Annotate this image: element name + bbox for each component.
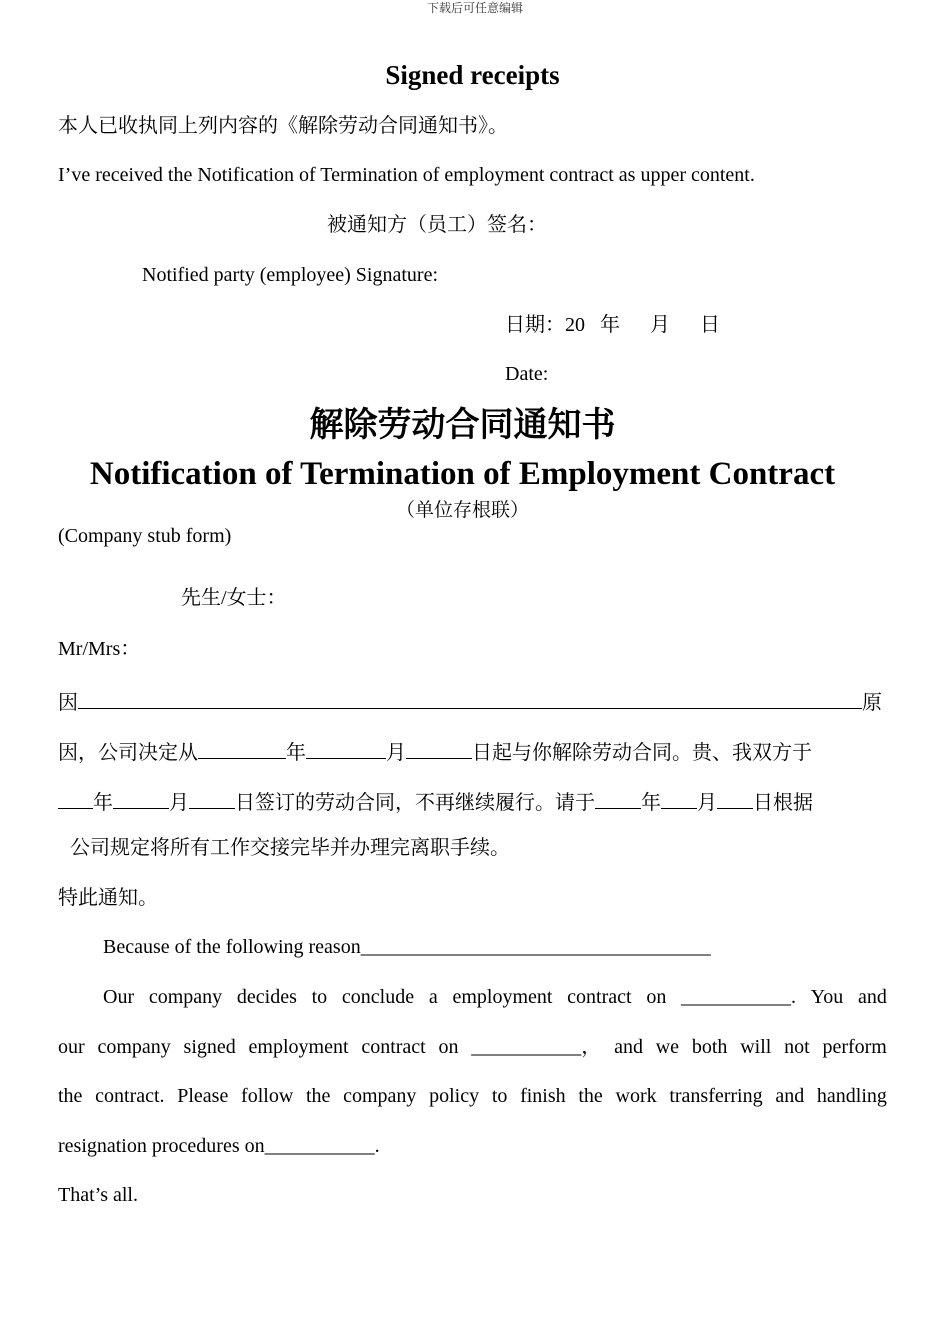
word: conclude — [341, 986, 415, 1008]
word: contract. — [95, 1085, 165, 1107]
cn-text: 年 — [93, 792, 113, 814]
word: to — [311, 986, 328, 1008]
receipt-cn-line: 本人已收执同上列内容的《解除劳动合同通知书》。 — [58, 115, 508, 137]
cn-text: 日根据 — [753, 792, 813, 814]
en-body-line-4: resignation procedures on___________. — [58, 1135, 380, 1157]
notice-subtitle-en: (Company stub form) — [58, 525, 232, 547]
day-blank — [189, 786, 235, 809]
cn-text: 年 — [286, 742, 306, 764]
word: policy — [429, 1085, 480, 1107]
cn-body-line-5: 特此通知。 — [58, 887, 158, 909]
reason-blank — [78, 686, 862, 709]
word: not — [784, 1036, 810, 1058]
signature-cn-label: 被通知方（员工）签名： — [327, 214, 547, 236]
word: the — [578, 1085, 603, 1107]
word: our — [58, 1036, 85, 1058]
cn-text: 月 — [169, 792, 189, 814]
month-blank — [661, 786, 697, 809]
word: follow — [241, 1085, 294, 1107]
header-note: 下载后可任意编辑 — [426, 1, 523, 15]
day-blank — [406, 736, 472, 759]
cn-text: 日起与你解除劳动合同。贵、我双方于 — [472, 742, 812, 764]
en-body-line-2 — [58, 1034, 887, 1060]
word: perform — [822, 1036, 887, 1058]
cn-text: 原 — [862, 692, 882, 714]
salutation-en: Mr/Mrs： — [58, 638, 141, 660]
signature-en-label: Notified party (employee) Signature: — [142, 264, 439, 286]
word: Our — [103, 986, 135, 1008]
word: contract — [361, 1036, 426, 1058]
year-blank — [595, 786, 641, 809]
word: to — [491, 1085, 508, 1107]
word: and — [775, 1085, 805, 1107]
word: employment — [452, 986, 553, 1008]
receipt-en-line: I’ve received the Notification of Termination of employment contract as upper content. — [58, 164, 755, 186]
word: You — [810, 986, 844, 1008]
notice-title-cn: 解除劳动合同通知书 — [309, 407, 616, 444]
word: the — [305, 1085, 331, 1107]
day-blank — [717, 786, 753, 809]
cn-body-line-2 — [58, 736, 812, 766]
word: company — [97, 1036, 171, 1058]
en-body-line-5: That’s all. — [58, 1184, 138, 1206]
word: we — [655, 1036, 680, 1058]
cn-body-line-4: 公司规定将所有工作交接完毕并办理完离职手续。 — [70, 837, 510, 859]
cn-text: 因 — [58, 692, 78, 714]
word: and — [614, 1036, 643, 1058]
salutation-cn: 先生/女士： — [181, 587, 287, 609]
cn-text: 日签订的劳动合同，不再继续履行。请于 — [235, 792, 595, 814]
date-en-label: Date: — [505, 363, 549, 385]
word: contract — [567, 986, 632, 1008]
month-blank — [113, 786, 169, 809]
word: decides — [236, 986, 297, 1008]
notice-title-en: Notification of Termination of Employment Contract — [89, 456, 836, 492]
word: transferring — [669, 1085, 763, 1107]
cn-body-line-1 — [58, 686, 887, 716]
word: handling — [816, 1085, 887, 1107]
word: and — [857, 986, 887, 1008]
word: will — [740, 1036, 772, 1058]
cn-text: 月 — [697, 792, 717, 814]
word: ___________， — [471, 1036, 602, 1058]
en-body-line-3 — [58, 1083, 887, 1109]
word: work — [615, 1085, 657, 1107]
word: on — [646, 986, 667, 1008]
month-blank — [306, 736, 386, 759]
word: Please — [177, 1085, 229, 1107]
date-cn-label: 日期：20 年 月 日 — [505, 314, 720, 336]
word: ___________. — [681, 986, 797, 1008]
cn-body-line-3 — [58, 786, 813, 816]
word: employment — [248, 1036, 349, 1058]
cn-text: 月 — [386, 742, 406, 764]
receipt-title: Signed receipts — [385, 60, 560, 90]
year-blank — [58, 786, 93, 809]
word: signed — [183, 1036, 236, 1058]
cn-text: 因，公司决定从 — [58, 742, 198, 764]
word: the — [58, 1085, 83, 1107]
word: finish — [520, 1085, 566, 1107]
word: a — [428, 986, 438, 1008]
word: company — [343, 1085, 417, 1107]
word: company — [148, 986, 223, 1008]
year-blank — [198, 736, 286, 759]
en-body-line-1 — [103, 984, 887, 1010]
cn-text: 年 — [641, 792, 661, 814]
word: both — [691, 1036, 728, 1058]
en-reason-line: Because of the following reason___________________________________ — [103, 936, 711, 958]
word: on — [438, 1036, 459, 1058]
notice-subtitle-cn: （单位存根联） — [395, 500, 529, 521]
